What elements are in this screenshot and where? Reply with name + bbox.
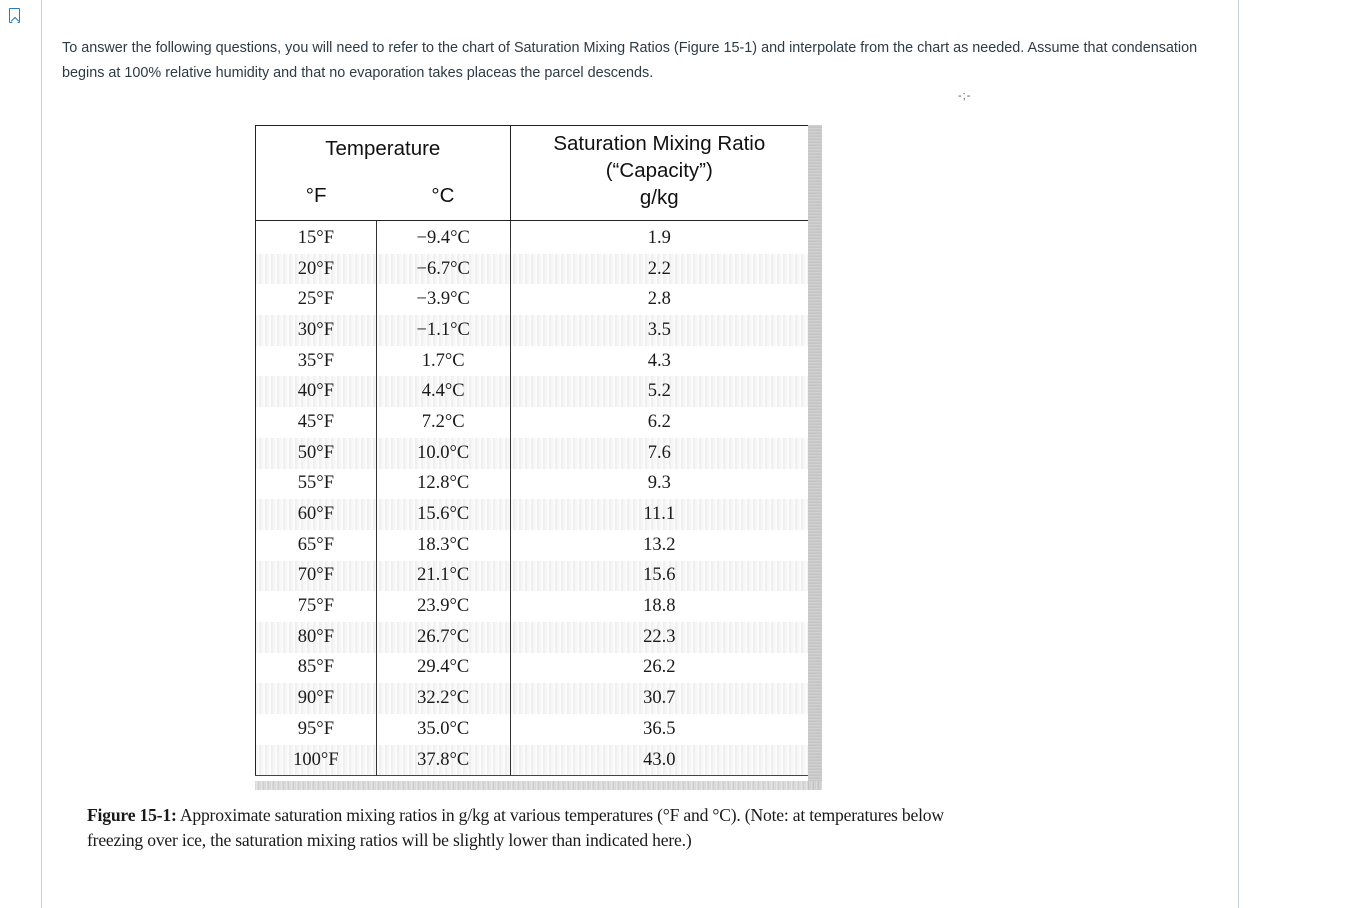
celsius-cell: 10.0°C	[376, 438, 510, 469]
scan-bottom-edge	[255, 781, 822, 790]
smr-header-line2: (“Capacity”)	[605, 159, 713, 182]
mixing-ratio-cell: 22.3	[510, 622, 808, 653]
table-row	[256, 407, 809, 438]
celsius-cell: 12.8°C	[376, 469, 510, 500]
celsius-cell: −6.7°C	[376, 254, 510, 285]
saturation-mixing-ratio-header	[510, 126, 808, 221]
bookmark-icon[interactable]	[9, 8, 20, 23]
table-row	[256, 499, 809, 530]
table-row	[256, 376, 809, 407]
celsius-cell: 18.3°C	[376, 530, 510, 561]
fahrenheit-header: °F	[256, 172, 377, 221]
table-row	[256, 745, 809, 776]
celsius-cell: 32.2°C	[376, 683, 510, 714]
smr-header-line1: Saturation Mixing Ratio	[553, 132, 766, 155]
smr-header-line3: g/kg	[639, 186, 679, 209]
figure-caption	[87, 803, 987, 853]
fahrenheit-cell: 80°F	[256, 622, 377, 653]
content-frame-right-border	[1238, 0, 1239, 908]
celsius-cell: 35.0°C	[376, 714, 510, 745]
mixing-ratio-cell: 13.2	[643, 534, 676, 555]
table-row	[256, 591, 809, 622]
fahrenheit-cell: 55°F	[256, 469, 377, 500]
mixing-ratio-cell: 6.2	[647, 411, 671, 432]
table-row	[256, 284, 809, 315]
mixing-ratio-cell: 3.5	[510, 315, 808, 346]
saturation-mixing-ratio-figure	[255, 125, 808, 781]
mixing-ratio-cell: 2.8	[647, 289, 671, 310]
fahrenheit-cell: 85°F	[256, 653, 377, 684]
table-row	[256, 653, 809, 684]
question-intro-text: To answer the following questions, you will need to refer to the chart of Saturation Mixing Ratios (Figure 15-1) and interpolate from the chart as needed. Assume that condensation begins at 100% relative humidity and that no evaporation takes placeas the parcel descends.	[62, 40, 1198, 81]
fahrenheit-cell: 75°F	[256, 591, 377, 622]
fahrenheit-cell: 15°F	[256, 221, 377, 254]
table-row	[256, 346, 809, 377]
saturation-mixing-ratio-table	[255, 125, 808, 776]
fahrenheit-cell: 25°F	[256, 284, 377, 315]
fahrenheit-cell: 100°F	[256, 745, 377, 776]
mixing-ratio-cell: 2.2	[510, 254, 808, 285]
table-row	[256, 683, 809, 714]
mixing-ratio-cell: 43.0	[510, 745, 808, 776]
table-row	[256, 622, 809, 653]
mixing-ratio-cell: 9.3	[647, 473, 671, 494]
celsius-cell: 7.2°C	[376, 407, 510, 438]
mixing-ratio-cell: 5.2	[510, 376, 808, 407]
table-row	[256, 254, 809, 285]
celsius-header: °C	[376, 172, 510, 221]
celsius-cell: 29.4°C	[376, 653, 510, 684]
celsius-cell: 26.7°C	[376, 622, 510, 653]
margin-mark: -;-	[958, 90, 972, 102]
celsius-cell: 15.6°C	[376, 499, 510, 530]
mixing-ratio-cell: 1.9	[647, 227, 671, 248]
mixing-ratio-cell: 30.7	[510, 683, 808, 714]
table-row	[256, 221, 809, 254]
table-row	[256, 315, 809, 346]
fahrenheit-cell: 50°F	[256, 438, 377, 469]
fahrenheit-cell: 70°F	[256, 561, 377, 592]
fahrenheit-cell: 40°F	[256, 376, 377, 407]
mixing-ratio-cell: 18.8	[643, 596, 676, 617]
fahrenheit-cell: 95°F	[256, 714, 377, 745]
content-frame-left-border	[41, 0, 42, 908]
fahrenheit-cell: 20°F	[256, 254, 377, 285]
celsius-cell: 21.1°C	[376, 561, 510, 592]
celsius-cell: −9.4°C	[376, 221, 510, 254]
table-row	[256, 714, 809, 745]
figure-caption-label: Figure 15-1:	[87, 805, 177, 825]
celsius-cell: 23.9°C	[376, 591, 510, 622]
fahrenheit-cell: 65°F	[256, 530, 377, 561]
scan-shadow-edge	[808, 125, 822, 790]
mixing-ratio-cell: 11.1	[510, 499, 808, 530]
table-row	[256, 438, 809, 469]
mixing-ratio-cell: 36.5	[643, 718, 676, 739]
table-row	[256, 561, 809, 592]
mixing-ratio-cell: 4.3	[647, 350, 671, 371]
fahrenheit-cell: 60°F	[256, 499, 377, 530]
celsius-cell: 1.7°C	[376, 346, 510, 377]
celsius-cell: 37.8°C	[376, 745, 510, 776]
celsius-cell: 4.4°C	[376, 376, 510, 407]
table-row	[256, 469, 809, 500]
mixing-ratio-cell: 15.6	[510, 561, 808, 592]
figure-caption-text: Approximate saturation mixing ratios in g/kg at various temperatures (°F and °C). (Note: at temperatures below freezing over ice, the saturation mixing ratios will be slightly lower than indicated here.)	[87, 805, 944, 850]
table-row	[256, 530, 809, 561]
mixing-ratio-cell: 7.6	[510, 438, 808, 469]
temperature-header: Temperature	[325, 137, 441, 160]
celsius-cell: −3.9°C	[376, 284, 510, 315]
fahrenheit-cell: 35°F	[256, 346, 377, 377]
mixing-ratio-cell: 26.2	[643, 657, 676, 678]
fahrenheit-cell: 90°F	[256, 683, 377, 714]
celsius-cell: −1.1°C	[376, 315, 510, 346]
fahrenheit-cell: 30°F	[256, 315, 377, 346]
fahrenheit-cell: 45°F	[256, 407, 377, 438]
